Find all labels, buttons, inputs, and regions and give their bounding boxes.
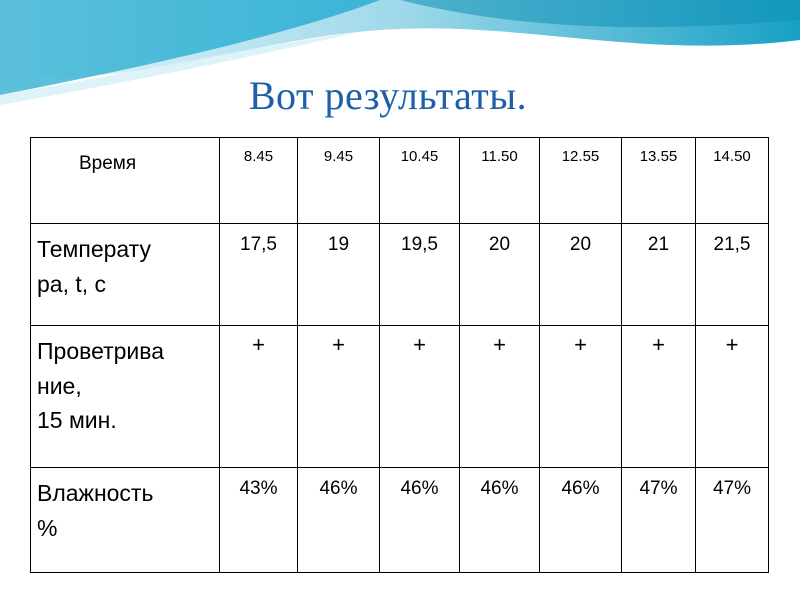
humidity-row: [31, 468, 769, 573]
ventilation-cell: +: [696, 326, 769, 468]
temperature-cell: 20: [540, 224, 622, 326]
humidity-cell: 46%: [460, 468, 540, 573]
ventilation-cell: +: [460, 326, 540, 468]
temperature-cell: 19,5: [380, 224, 460, 326]
temperature-label-line: Температу: [37, 236, 151, 262]
ventilation-cell: +: [380, 326, 460, 468]
temperature-row: [31, 224, 769, 326]
time-cell: 14.50: [696, 138, 769, 224]
temperature-cell: 20: [460, 224, 540, 326]
temperature-cell: 19: [298, 224, 380, 326]
slide-title: Вот результаты.: [248, 73, 528, 118]
humidity-label-line: Влажность: [37, 480, 154, 506]
time-cell: 8.45: [220, 138, 298, 224]
ventilation-cell: +: [298, 326, 380, 468]
humidity-cell: 43%: [220, 468, 298, 573]
time-cell: 10.45: [380, 138, 460, 224]
ventilation-cell: +: [540, 326, 622, 468]
ventilation-label-line: 15 мин.: [37, 407, 117, 433]
time-cell: 13.55: [622, 138, 696, 224]
humidity-cell: 47%: [696, 468, 769, 573]
temperature-cell: 21,5: [696, 224, 769, 326]
ventilation-row-label: [31, 326, 220, 468]
ventilation-row: [31, 326, 769, 468]
temperature-row-label: [31, 224, 220, 326]
ventilation-cell: +: [220, 326, 298, 468]
humidity-cell: 46%: [380, 468, 460, 573]
humidity-cell: 46%: [540, 468, 622, 573]
temperature-cell: 21: [622, 224, 696, 326]
humidity-cell: 47%: [622, 468, 696, 573]
ventilation-label-line: ние,: [37, 372, 82, 399]
time-cell: 9.45: [298, 138, 380, 224]
temperature-label-line: ра, t, c: [37, 270, 107, 297]
humidity-row-label: [31, 468, 220, 573]
results-table: [30, 137, 769, 573]
temperature-cell: 17,5: [220, 224, 298, 326]
time-row-label: Время: [31, 138, 220, 224]
ventilation-cell: +: [622, 326, 696, 468]
time-row: [31, 138, 769, 224]
humidity-cell: 46%: [298, 468, 380, 573]
ventilation-label-line: Проветрива: [37, 338, 165, 364]
time-cell: 12.55: [540, 138, 622, 224]
humidity-label-line: %: [37, 514, 58, 541]
time-cell: 11.50: [460, 138, 540, 224]
